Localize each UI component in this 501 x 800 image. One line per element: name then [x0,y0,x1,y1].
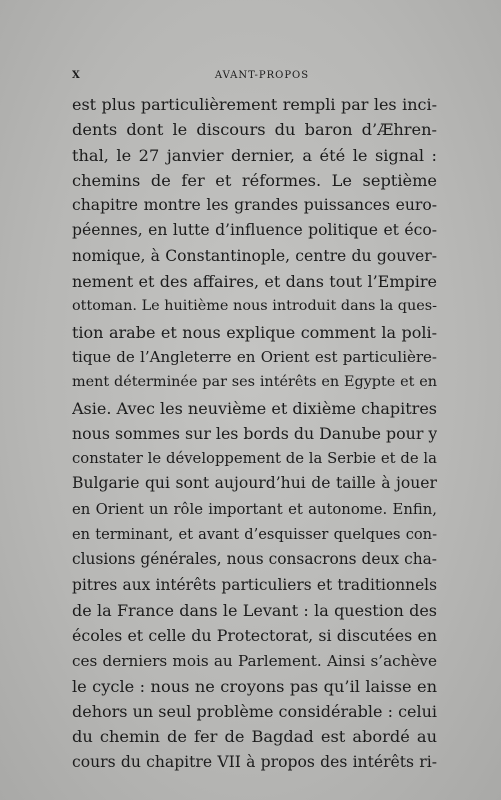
page-number: X [72,70,81,81]
text-line: chemins de fer et réformes. Le septième [72,170,437,190]
text-line: clusions générales, nous consacrons deux cha- [72,550,437,569]
text-line: dents dont le discours du baron d’Æhren- [72,120,437,140]
text-line: ment déterminée par ses intérêts en Egypte et en [72,374,437,391]
text-line: ottoman. Le huitième nous introduit dans la ques- [72,298,437,315]
text-line: chapitre montre les grandes puissances euro- [72,196,437,215]
text-line: thal, le 27 janvier dernier, a été le signal : [72,145,437,165]
running-title: AVANT-PROPOS [214,70,310,81]
text-line: nomique, à Constantinople, centre du gouver- [72,246,437,265]
text-line: est plus particulièrement rempli par les inci- [72,95,437,114]
text-line: du chemin de fer de Bagdad est abordé au [72,727,437,747]
running-head [72,70,432,84]
text-line: tion arabe et nous explique comment la poli- [72,322,437,342]
text-line: péennes, en lutte d’influence politique et éco- [72,221,437,240]
text-line: écoles et celle du Protectorat, si discutées en [72,626,437,646]
text-line: ces derniers mois au Parlement. Ainsi s’achève [72,651,437,670]
text-line: cours du chapitre VII à propos des intérêts ri- [72,752,437,771]
text-line: le cycle : nous ne croyons pas qu’il laisse en [72,676,437,696]
text-line: Asie. Avec les neuvième et dixième chapitres [72,398,437,418]
text-line: tique de l’Angleterre en Orient est particulière- [72,347,437,366]
text-line: pitres aux intérêts particuliers et traditionnels [72,575,437,594]
text-line: de la France dans le Levant : la question des [72,600,437,620]
text-line: en Orient un rôle important et autonome. Enfin, [72,500,437,518]
text-line: Bulgarie qui sont aujourd’hui de taille à jouer [72,474,437,493]
body-text [72,92,437,775]
text-line: nous sommes sur les bords du Danube pour y [72,423,437,443]
text-line: constater le développement de la Serbie et de la [72,450,437,468]
text-line: nement et des affaires, et dans tout l’Empire [72,272,437,292]
text-line: dehors un seul problème considérable : celui [72,702,437,722]
text-line: en terminant, et avant d’esquisser quelques con- [72,526,437,544]
